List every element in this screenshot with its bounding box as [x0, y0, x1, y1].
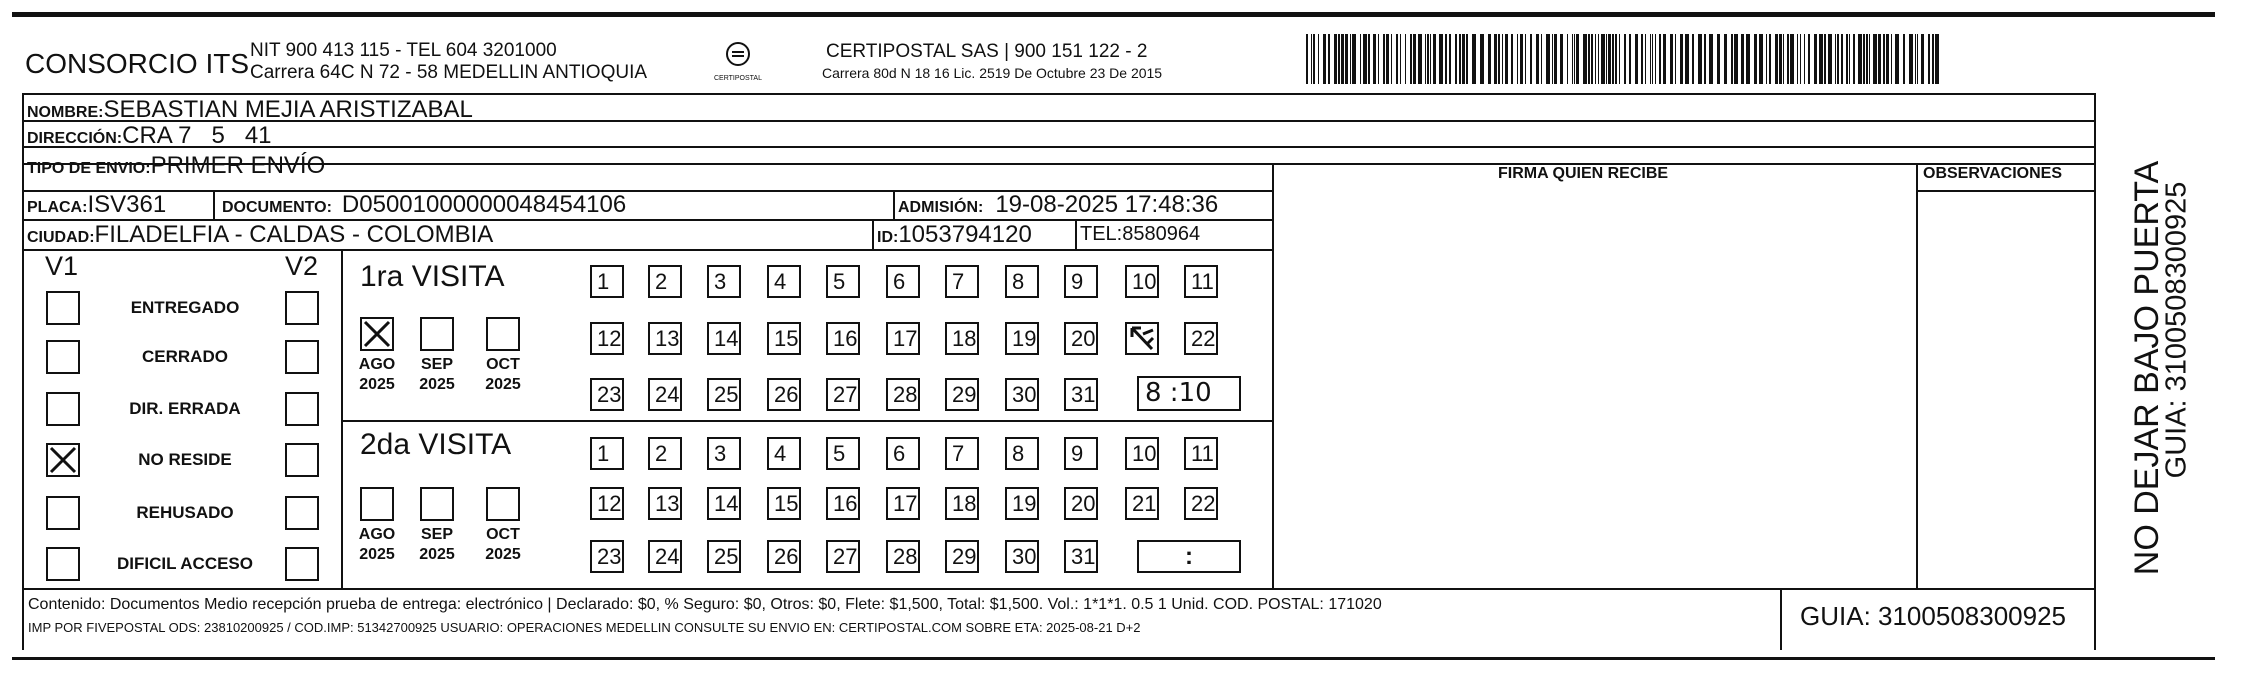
barcode-bar: [1418, 34, 1422, 84]
barcode-bar: [1766, 34, 1767, 84]
visit1-time-field[interactable]: 8 :10: [1137, 376, 1241, 411]
visit2-day-4[interactable]: 4: [767, 437, 801, 470]
visit2-day-16[interactable]: 16: [826, 487, 860, 520]
barcode-bar: [1783, 34, 1784, 84]
barcode-bar: [1731, 34, 1733, 84]
visit2-time-field[interactable]: :: [1137, 540, 1241, 573]
barcode-bar: [1663, 34, 1666, 84]
barcode-bar: [1595, 34, 1596, 84]
visit2-day-5[interactable]: 5: [826, 437, 860, 470]
visit1-day-8[interactable]: 8: [1005, 265, 1039, 298]
visit2-day-10[interactable]: 10: [1125, 437, 1159, 470]
name-label: NOMBRE:: [27, 104, 104, 121]
barcode-bar: [1480, 34, 1484, 84]
barcode-bar: [1608, 34, 1611, 84]
barcode-bar: [1704, 34, 1706, 84]
visit1-day-24[interactable]: 24: [648, 378, 682, 411]
barcode-bar: [1311, 34, 1312, 84]
barcode-bar: [1935, 34, 1939, 84]
visit1-month-year: 2025: [419, 376, 455, 393]
barcode-bar: [1462, 34, 1465, 84]
barcode-bar: [1741, 34, 1744, 84]
barcode-bar: [1583, 34, 1587, 84]
visit1-month-checkbox[interactable]: [360, 317, 394, 351]
barcode-bar: [1525, 34, 1526, 84]
barcode-bar: [1591, 34, 1593, 84]
document-number: D05001000000048454106: [341, 191, 627, 218]
barcode-bar: [1841, 34, 1843, 84]
barcode-bar: [1386, 34, 1389, 84]
barcode-bar: [1652, 34, 1653, 84]
barcode-bar: [1430, 34, 1431, 84]
visit2-day-3[interactable]: 3: [707, 437, 741, 470]
barcode-bar: [1576, 34, 1579, 84]
tel-number: 8580964: [1122, 223, 1201, 245]
visit2-day-30[interactable]: 30: [1005, 540, 1039, 573]
barcode-bar: [1886, 34, 1889, 84]
visit1-day-4[interactable]: 4: [767, 265, 801, 298]
barcode-bar: [1350, 34, 1351, 84]
barcode-bar: [1498, 34, 1500, 84]
visit2-day-21[interactable]: 21: [1125, 487, 1159, 520]
barcode-bar: [1323, 34, 1326, 84]
v2-checkbox[interactable]: [285, 547, 319, 581]
side-warning: NO DEJAR BAJO PUERTA: [2128, 160, 2166, 576]
visit1-day-19[interactable]: 19: [1005, 322, 1039, 355]
barcode-bar: [1368, 34, 1370, 84]
barcode-bar: [1318, 34, 1319, 84]
barcode-bar: [1849, 34, 1850, 84]
visit1-month-label: AGO: [358, 356, 396, 373]
barcode-bar: [1546, 34, 1550, 84]
visit2-day-27[interactable]: 27: [826, 540, 860, 573]
visit1-day-20[interactable]: 20: [1064, 322, 1098, 355]
barcode-bar: [1391, 34, 1392, 84]
barcode-bar: [1427, 34, 1429, 84]
barcode-bar: [1670, 34, 1673, 84]
visit1-day-3[interactable]: 3: [707, 265, 741, 298]
barcode-bar: [1754, 34, 1757, 84]
visit2-day-31[interactable]: 31: [1064, 540, 1098, 573]
barcode-bar: [1734, 34, 1738, 84]
barcode-bar: [1819, 34, 1823, 84]
barcode-bar: [1895, 34, 1899, 84]
barcode-bar: [1932, 34, 1934, 84]
barcode-bar: [1659, 34, 1661, 84]
barcode-bar: [1511, 34, 1513, 84]
barcode-bar: [1921, 34, 1924, 84]
visit1-day-5[interactable]: 5: [826, 265, 860, 298]
visit2-month-label: OCT: [486, 526, 520, 543]
visit2-month-checkbox[interactable]: [420, 487, 454, 521]
barcode-bar: [1797, 34, 1798, 84]
company-address: Carrera 64C N 72 - 58 MEDELLIN ANTIOQUIA: [250, 62, 648, 83]
recipient-address: CRA 7 5 41: [122, 122, 272, 149]
send-type: PRIMER ENVÍO: [150, 152, 326, 179]
visit1-day-14[interactable]: 14: [707, 322, 741, 355]
barcode-bar: [1410, 34, 1412, 84]
signature-header: FIRMA QUIEN RECIBE: [1498, 165, 1669, 182]
v1-checkbox[interactable]: [46, 547, 80, 581]
visit1-day-7[interactable]: 7: [945, 265, 979, 298]
barcode-bar: [1433, 34, 1436, 84]
plate-label: PLACA:: [27, 199, 88, 216]
barcode: [1306, 34, 1946, 84]
barcode-bar: [1505, 34, 1508, 84]
visit2-day-22[interactable]: 22: [1184, 487, 1218, 520]
barcode-bar: [1680, 34, 1683, 84]
visit1-day-10[interactable]: 10: [1125, 265, 1159, 298]
barcode-bar: [1396, 34, 1398, 84]
barcode-bar: [1572, 34, 1573, 84]
certipostal-logo: [712, 40, 764, 84]
logo-caption: CERTIPOSTAL: [714, 75, 762, 82]
visit2-day-29[interactable]: 29: [945, 540, 979, 573]
barcode-bar: [1641, 34, 1643, 84]
reason-label: DIFICIL ACCESO: [116, 554, 253, 573]
visit1-day-29[interactable]: 29: [945, 378, 979, 411]
visit2-day-1[interactable]: 1: [590, 437, 624, 470]
barcode-bar: [1378, 34, 1379, 84]
barcode-bar: [1698, 34, 1702, 84]
barcode-bar: [1878, 34, 1881, 84]
barcode-bar: [1554, 34, 1557, 84]
v2-header: V2: [285, 251, 319, 281]
barcode-bar: [1612, 34, 1614, 84]
visit2-month-year: 2025: [359, 546, 395, 563]
v1-checkbox[interactable]: [46, 443, 80, 477]
visit2-month-year: 2025: [419, 546, 455, 563]
barcode-bar: [1334, 34, 1337, 84]
visit2-day-19[interactable]: 19: [1005, 487, 1039, 520]
barcode-bar: [1536, 34, 1539, 84]
barcode-bar: [1439, 34, 1443, 84]
barcode-bar: [1891, 34, 1892, 84]
barcode-bar: [1655, 34, 1656, 84]
visit2-day-12[interactable]: 12: [590, 487, 624, 520]
barcode-bar: [1635, 34, 1638, 84]
barcode-bar: [1405, 34, 1406, 84]
visit2-day-7[interactable]: 7: [945, 437, 979, 470]
v2-checkbox[interactable]: [285, 443, 319, 477]
certipostal-license: Carrera 80d N 18 16 Lic. 2519 De Octubre 23 De 2015: [822, 65, 1163, 81]
side-guide: GUIA: 3100508300925: [2160, 181, 2193, 479]
visit1-day-27[interactable]: 27: [826, 378, 860, 411]
barcode-bar: [1341, 34, 1344, 84]
barcode-bar: [1717, 34, 1720, 84]
barcode-bar: [1413, 34, 1416, 84]
visit2-day-28[interactable]: 28: [886, 540, 920, 573]
city-label: CIUDAD:: [27, 229, 95, 246]
barcode-bar: [1488, 34, 1491, 84]
barcode-bar: [1313, 34, 1315, 84]
barcode-bar: [1724, 34, 1727, 84]
barcode-bar: [1915, 34, 1916, 84]
barcode-bar: [1425, 34, 1426, 84]
barcode-bar: [1363, 34, 1367, 84]
barcode-bar: [1494, 34, 1497, 84]
barcode-bar: [1520, 34, 1523, 84]
barcode-bar: [1883, 34, 1885, 84]
visit1-day-12[interactable]: 12: [590, 322, 624, 355]
v2-checkbox[interactable]: [285, 340, 319, 374]
barcode-bar: [1560, 34, 1563, 84]
visit1-day-22[interactable]: 22: [1184, 322, 1218, 355]
visit1-day-26[interactable]: 26: [767, 378, 801, 411]
address-label: DIRECCIÓN:: [27, 130, 123, 147]
barcode-bar: [1800, 34, 1801, 84]
barcode-bar: [1449, 34, 1451, 84]
barcode-bar: [1769, 34, 1771, 84]
barcode-bar: [1863, 34, 1865, 84]
v2-checkbox[interactable]: [285, 392, 319, 426]
barcode-bar: [1567, 34, 1568, 84]
barcode-bar: [1685, 34, 1689, 84]
barcode-bar: [1455, 34, 1457, 84]
v2-checkbox[interactable]: [285, 291, 319, 325]
barcode-bar: [1709, 34, 1713, 84]
barcode-bar: [1306, 34, 1308, 84]
barcode-bar: [1328, 34, 1330, 84]
barcode-bar: [1775, 34, 1778, 84]
barcode-bar: [1445, 34, 1447, 84]
barcode-bar: [1615, 34, 1617, 84]
observations-header: OBSERVACIONES: [1923, 165, 2062, 182]
barcode-bar: [1619, 34, 1620, 84]
visit2-title: 2da VISITA: [360, 428, 512, 461]
visit2-day-26[interactable]: 26: [767, 540, 801, 573]
barcode-bar: [1400, 34, 1401, 84]
barcode-bar: [1866, 34, 1868, 84]
barcode-bar: [1574, 34, 1575, 84]
visit1-day-21[interactable]: [1125, 322, 1159, 355]
visit1-day-13[interactable]: 13: [648, 322, 682, 355]
visit2-day-23[interactable]: 23: [590, 540, 624, 573]
v1-checkbox[interactable]: [46, 392, 80, 426]
barcode-bar: [1692, 34, 1694, 84]
barcode-bar: [1588, 34, 1590, 84]
visit1-month-label: OCT: [486, 356, 520, 373]
barcode-bar: [1338, 34, 1340, 84]
barcode-bar: [1466, 34, 1468, 84]
barcode-bar: [1814, 34, 1817, 84]
visit1-day-1[interactable]: 1: [590, 265, 624, 298]
tel-label: TEL:: [1080, 223, 1123, 245]
company-nit: NIT 900 413 115 - TEL 604 3201000: [250, 40, 557, 61]
company-name: CONSORCIO ITS: [25, 48, 250, 79]
content-line: Contenido: Documentos Medio recepción prueba de entrega: electrónico | Declarado: $0, % Seguro: $0, Otros: $0, Flete: $1,500, Total: $1,500. Vol.: 1*1*1. 0.5 1 Unid. COD. POSTAL: 171020: [28, 596, 1382, 613]
visit2-month-label: SEP: [420, 526, 453, 543]
v1-checkbox[interactable]: [46, 291, 80, 325]
certipostal-info: CERTIPOSTAL SAS | 900 151 122 - 2: [826, 41, 1148, 62]
barcode-bar: [1779, 34, 1782, 84]
barcode-bar: [1360, 34, 1361, 84]
v2-checkbox[interactable]: [285, 496, 319, 530]
visit1-day-15[interactable]: 15: [767, 322, 801, 355]
reason-label: DIR. ERRADA: [129, 399, 241, 418]
visit1-day-23[interactable]: 23: [590, 378, 624, 411]
footer-guide: GUIA: 3100508300925: [1800, 601, 2066, 631]
barcode-bar: [1517, 34, 1518, 84]
barcode-bar: [1598, 34, 1599, 84]
visit2-day-13[interactable]: 13: [648, 487, 682, 520]
visit1-day-28[interactable]: 28: [886, 378, 920, 411]
visit1-day-6[interactable]: 6: [886, 265, 920, 298]
visit2-month-label: AGO: [358, 526, 396, 543]
barcode-bar: [1675, 34, 1676, 84]
visit2-day-9[interactable]: 9: [1064, 437, 1098, 470]
visit1-day-25[interactable]: 25: [707, 378, 741, 411]
visit1-day-16[interactable]: 16: [826, 322, 860, 355]
visit2-month-checkbox[interactable]: [486, 487, 520, 521]
barcode-bar: [1928, 34, 1930, 84]
visit2-day-24[interactable]: 24: [648, 540, 682, 573]
visit2-day-8[interactable]: 8: [1005, 437, 1039, 470]
v1-checkbox[interactable]: [46, 340, 80, 374]
barcode-bar: [1759, 34, 1763, 84]
visit2-month-year: 2025: [485, 546, 521, 563]
reason-label: CERRADO: [142, 347, 228, 366]
barcode-bar: [1824, 34, 1826, 84]
barcode-bar: [1650, 34, 1651, 84]
barcode-bar: [1869, 34, 1870, 84]
barcode-bar: [1808, 34, 1810, 84]
visit1-day-17[interactable]: 17: [886, 322, 920, 355]
barcode-bar: [1858, 34, 1862, 84]
admission-date: 19-08-2025 17:48:36: [995, 191, 1219, 218]
barcode-bar: [1828, 34, 1832, 84]
barcode-bar: [1629, 34, 1631, 84]
v1-header: V1: [45, 251, 79, 281]
visit2-day-6[interactable]: 6: [886, 437, 920, 470]
reason-label: ENTREGADO: [130, 298, 240, 317]
barcode-bar: [1853, 34, 1855, 84]
barcode-bar: [1837, 34, 1839, 84]
barcode-bar: [1804, 34, 1805, 84]
visit1-month-checkbox[interactable]: [420, 317, 454, 351]
visit2-day-14[interactable]: 14: [707, 487, 741, 520]
barcode-bar: [1502, 34, 1503, 84]
visit1-day-18[interactable]: 18: [945, 322, 979, 355]
barcode-bar: [1790, 34, 1794, 84]
visit2-day-15[interactable]: 15: [767, 487, 801, 520]
reason-label: REHUSADO: [136, 503, 234, 522]
visit1-day-11[interactable]: 11: [1184, 265, 1218, 298]
barcode-bar: [1530, 34, 1532, 84]
barcode-bar: [1373, 34, 1376, 84]
barcode-bar: [1624, 34, 1626, 84]
id-label: ID:: [877, 229, 899, 246]
send-type-label: TIPO DE ENVIO:: [27, 160, 151, 177]
barcode-bar: [1541, 34, 1542, 84]
barcode-bar: [1787, 34, 1789, 84]
barcode-bar: [1746, 34, 1750, 84]
barcode-bar: [1909, 34, 1913, 84]
visit2-day-11[interactable]: 11: [1184, 437, 1218, 470]
visit1-month-year: 2025: [359, 376, 395, 393]
barcode-bar: [1835, 34, 1836, 84]
visit2-day-18[interactable]: 18: [945, 487, 979, 520]
v1-checkbox[interactable]: [46, 496, 80, 530]
visit1-title: 1ra VISITA: [360, 260, 505, 293]
barcode-bar: [1606, 34, 1607, 84]
visit1-month-label: SEP: [420, 356, 453, 373]
visit2-day-17[interactable]: 17: [886, 487, 920, 520]
city: FILADELFIA - CALDAS - COLOMBIA: [94, 221, 494, 248]
visit1-day-30[interactable]: 30: [1005, 378, 1039, 411]
recipient-name: SEBASTIAN MEJIA ARISTIZABAL: [103, 96, 473, 123]
barcode-bar: [1846, 34, 1848, 84]
reason-label: NO RESIDE: [138, 450, 232, 469]
barcode-bar: [1917, 34, 1918, 84]
barcode-bar: [1383, 34, 1385, 84]
barcode-bar: [1472, 34, 1476, 84]
visit1-day-31[interactable]: 31: [1064, 378, 1098, 411]
barcode-bar: [1903, 34, 1905, 84]
visit2-day-20[interactable]: 20: [1064, 487, 1098, 520]
barcode-bar: [1345, 34, 1348, 84]
admission-label: ADMISIÓN:: [898, 199, 984, 216]
plate: ISV361: [87, 191, 167, 218]
visit1-day-9[interactable]: 9: [1064, 265, 1098, 298]
id-number: 1053794120: [898, 221, 1032, 248]
barcode-bar: [1645, 34, 1646, 84]
visit1-month-checkbox[interactable]: [486, 317, 520, 351]
visit1-month-year: 2025: [485, 376, 521, 393]
visit1-day-2[interactable]: 2: [648, 265, 682, 298]
barcode-bar: [1352, 34, 1356, 84]
visit2-day-2[interactable]: 2: [648, 437, 682, 470]
imp-line: IMP POR FIVEPOSTAL ODS: 23810200925 / COD.IMP: 51342700925 USUARIO: OPERACIONES MEDELLIN CONSULTE SU ENVIO EN: CERTIPOSTAL.COM SOBRE ETA: 2025-08-21 D+2: [28, 620, 1141, 635]
visit2-day-25[interactable]: 25: [707, 540, 741, 573]
document-label: DOCUMENTO:: [222, 199, 332, 216]
barcode-bar: [1601, 34, 1605, 84]
barcode-bar: [1552, 34, 1553, 84]
barcode-bar: [1459, 34, 1461, 84]
barcode-bar: [1873, 34, 1877, 84]
visit2-month-checkbox[interactable]: [360, 487, 394, 521]
